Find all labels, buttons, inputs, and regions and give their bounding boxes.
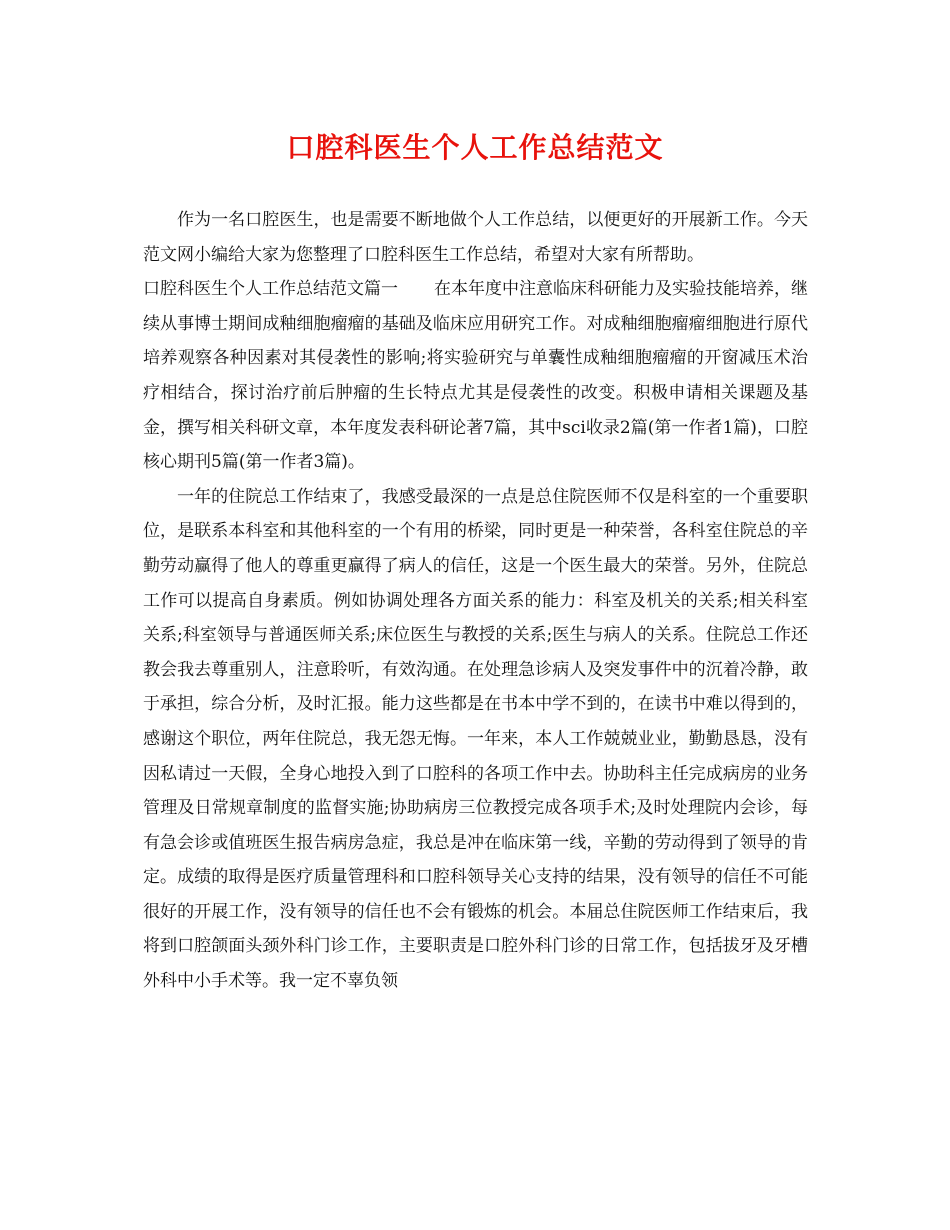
document-body (143, 203, 808, 999)
section1-body: 在本年度中注意临床科研能力及实验技能培养，继续从事博士期间成釉细胞瘤瘤的基础及临床应用研究工作。对成釉细胞瘤瘤细胞进行原代培养观察各种因素对其侵袭性的影响;将实验研究与单囊性成釉细胞瘤瘤的开窗减压术治疗相结合，探讨治疗前后肿瘤的生长特点尤其是侵袭性的改变。积极申请相关课题及基金，撰写相关科研文章，本年度发表科研论著7篇，其中sci收录2篇(第一作者1篇)，口腔核心期刊5篇(第一作者3篇)。 (143, 279, 808, 473)
section1-paragraph (143, 272, 808, 480)
section1-heading: 口腔科医生个人工作总结范文篇一 (143, 279, 398, 300)
section2-paragraph: 一年的住院总工作结束了，我感受最深的一点是总住院医师不仅是科室的一个重要职位，是联系本科室和其他科室的一个有用的桥梁，同时更是一种荣誉，各科室住院总的辛勤劳动赢得了他人的尊重更赢得了病人的信任，这是一个医生最大的荣誉。另外，住院总工作可以提高自身素质。例如协调处理各方面关系的能力：科室及机关的关系;相关科室关系;科室领导与普通医师关系;床位医生与教授的关系;医生与病人的关系。住院总工作还教会我去尊重别人，注意聆听，有效沟通。在处理急诊病人及突发事件中的沉着冷静，敢于承担，综合分析，及时汇报。能力这些都是在书本中学不到的，在读书中难以得到的，感谢这个职位，两年住院总，我无怨无悔。一年来，本人工作兢兢业业，勤勤恳恳，没有因私请过一天假，全身心地投入到了口腔科的各项工作中去。协助科主任完成病房的业务管理及日常规章制度的监督实施;协助病房三位教授完成各项手术;及时处理院内会诊，每有急会诊或值班医生报告病房急症，我总是冲在临床第一线，辛勤的劳动得到了领导的肯定。成绩的取得是医疗质量管理科和口腔科领导关心支持的结果，没有领导的信任不可能很好的开展工作，没有领导的信任也不会有锻炼的机会。本届总住院医师工作结束后，我将到口腔颌面头颈外科门诊工作，主要职责是口腔外科门诊的日常工作，包括拔牙及牙槽外科中小手术等。我一定不辜负领 (143, 486, 808, 992)
intro-paragraph: 作为一名口腔医生，也是需要不断地做个人工作总结，以便更好的开展新工作。今天范文网小编给大家为您整理了口腔科医生工作总结，希望对大家有所帮助。 (143, 210, 808, 265)
document-title: 口腔科医生个人工作总结范文 (286, 131, 664, 164)
